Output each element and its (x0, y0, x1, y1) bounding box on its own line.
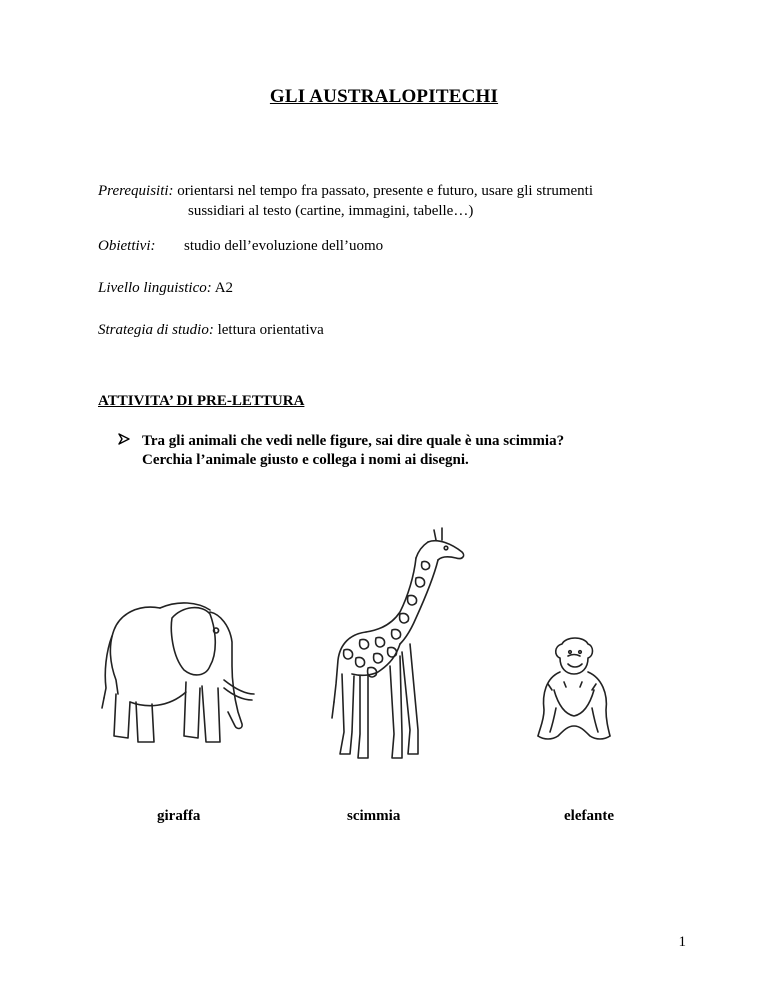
page-title: GLI AUSTRALOPITECHI (269, 86, 499, 107)
giraffe-drawing[interactable] (330, 526, 470, 768)
livello-line (98, 279, 233, 298)
page-number: 1 (678, 934, 686, 950)
livello-label: Livello linguistico: (98, 280, 212, 296)
name-label-giraffa[interactable]: giraffa (157, 808, 201, 824)
strategia-line (98, 321, 324, 340)
prerequisiti-line (98, 182, 593, 201)
obiettivi-line (98, 237, 384, 256)
name-label-scimmia[interactable]: scimmia (347, 808, 401, 824)
prerequisiti-text-1: orientarsi nel tempo fra passato, presente e futuro, usare gli strumenti (177, 183, 593, 199)
question-line-2: Cerchia l’animale giusto e collega i nomi ai disegni. (142, 452, 469, 468)
obiettivi-label: Obiettivi: (98, 238, 156, 254)
prerequisiti-text-2: sussidiari al testo (cartine, immagini, tabelle…) (188, 203, 474, 219)
strategia-value: lettura orientativa (217, 322, 324, 338)
strategia-label: Strategia di studio: (98, 322, 214, 338)
elephant-drawing[interactable] (98, 596, 260, 748)
prerequisiti-label: Prerequisiti: (98, 183, 174, 199)
chimpanzee-drawing[interactable] (534, 634, 614, 744)
question-line-1: Tra gli animali che vedi nelle figure, sai dire quale è una scimmia? (142, 433, 565, 449)
livello-value: A2 (214, 280, 234, 296)
question (118, 432, 564, 470)
arrow-bullet-icon (118, 432, 130, 446)
obiettivi-value: studio dell’evoluzione dell’uomo (184, 238, 384, 254)
name-label-elefante[interactable]: elefante (564, 808, 614, 824)
section-heading: ATTIVITA’ DI PRE-LETTURA (98, 393, 305, 409)
